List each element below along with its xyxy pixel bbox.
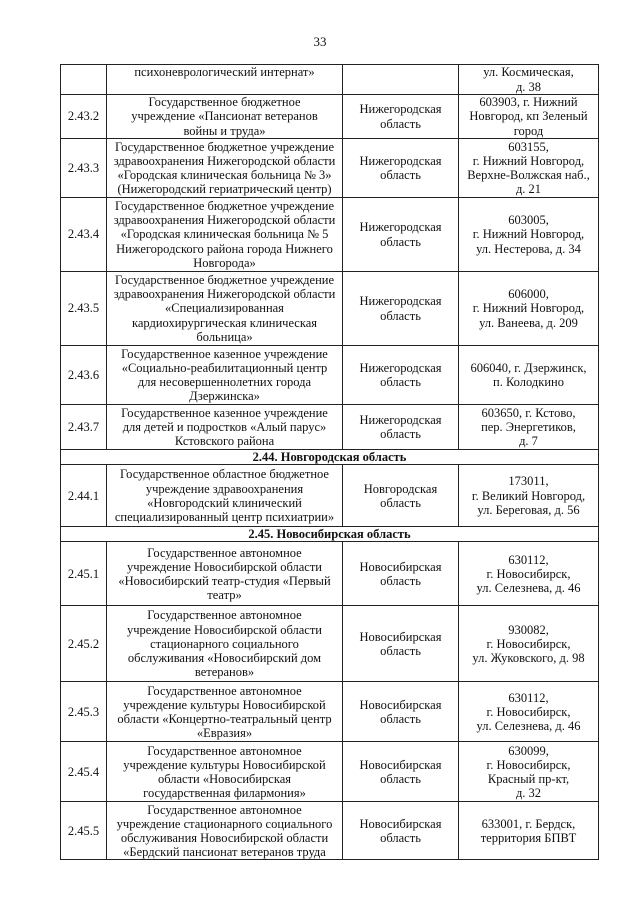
row-number-text: 2.43.6 [67, 367, 100, 382]
institution-cell [107, 139, 343, 198]
institution-cell [107, 346, 343, 405]
region-cell [343, 198, 459, 272]
address-cell [459, 65, 599, 95]
table-row [61, 542, 599, 606]
address-text: 633001, г. Бердск, территория БПВТ [480, 816, 577, 845]
section-heading: 2.45. Новосибирская область [61, 527, 599, 542]
institution-cell [107, 465, 343, 527]
address-text: 173011, г. Великий Новгород, ул. Береговая, д. 56 [471, 474, 586, 517]
institution-cell [107, 682, 343, 742]
institution-cell [107, 405, 343, 450]
institution-cell [107, 802, 343, 860]
region-text: Новгородская область [363, 481, 438, 510]
address-text: 603650, г. Кстово, пер. Энергетиков, д. 7 [481, 405, 576, 449]
region-cell [343, 272, 459, 346]
section-heading-row [61, 527, 599, 542]
institution-text: Государственное бюджетное учреждение здравоохранения Нижегородской области «Городская клиническая больница № 3» (Нижегородский гериатрический центр) [113, 139, 336, 197]
address-text: 603903, г. Нижний Новгород, кп Зеленый город [469, 95, 588, 138]
row-number-cell [61, 198, 107, 272]
table-row [61, 65, 599, 95]
region-cell [343, 606, 459, 682]
address-cell [459, 346, 599, 405]
table-row [61, 802, 599, 860]
row-number-cell [61, 542, 107, 606]
address-cell [459, 405, 599, 450]
row-number-text: 2.43.7 [67, 419, 100, 434]
institution-name: психоневрологический интернат» [134, 65, 315, 79]
region-text: Новосибирская область [359, 697, 442, 726]
address-cell [459, 682, 599, 742]
region-text: Новосибирская область [359, 816, 442, 845]
institution-text: Государственное автономное учреждение Новосибирской области стационарного социального обслуживания «Новосибирский дом ветеранов» [127, 608, 322, 680]
row-number-cell [61, 802, 107, 860]
section-heading: 2.44. Новгородская область [61, 450, 599, 465]
table-body [61, 65, 599, 860]
address-cell [459, 802, 599, 860]
region-cell [343, 465, 459, 527]
address-text: 630099, г. Новосибирск, Красный пр-кт, д. 32 [486, 743, 571, 801]
institution-text: Государственное бюджетное учреждение здравоохранения Нижегородской области «Специализированная кардиохирургическая клиническая больница» [113, 272, 336, 344]
institution-text: Государственное автономное учреждение культуры Новосибирской области «Новосибирская государственная филармония» [123, 743, 326, 801]
row-number-text: 2.44.1 [67, 488, 100, 503]
row-number-cell [61, 742, 107, 802]
region-cell [343, 65, 459, 95]
institution-text: Государственное автономное учреждение стационарного социального обслуживания Новосибирской области «Бердский пансионат ветеранов труда [116, 802, 333, 860]
table-row [61, 139, 599, 198]
address-cell [459, 606, 599, 682]
region-text: Нижегородская область [359, 360, 442, 389]
row-number-cell [61, 405, 107, 450]
institution-cell [107, 742, 343, 802]
region-cell [343, 95, 459, 139]
row-number-text: 2.43.5 [67, 301, 100, 316]
region-cell [343, 542, 459, 606]
institution-cell [107, 272, 343, 346]
address-text: 630112, г. Новосибирск, ул. Селезнева, д. 46 [476, 690, 581, 733]
region-cell [343, 346, 459, 405]
address-text: 603155, г. Нижний Новгород, Верхне-Волжская наб., д. 21 [467, 139, 590, 197]
table-row [61, 742, 599, 802]
row-number-text: 2.43.4 [67, 227, 100, 242]
table-row [61, 606, 599, 682]
address-text: ул. Космическая, д. 38 [483, 65, 574, 94]
institution-text: Государственное казенное учреждение «Социально-реабилитационный центр для несовершеннолетних города Дзержинска» [121, 346, 328, 404]
region-cell [343, 405, 459, 450]
row-number-text: 2.45.4 [67, 764, 100, 779]
address-text: 606040, г. Дзержинск, п. Колодкино [470, 360, 587, 389]
region-cell [343, 742, 459, 802]
institution-text: Государственное казенное учреждение для детей и подростков «Алый парус» Кстовского района [121, 405, 328, 449]
row-number-cell [61, 606, 107, 682]
region-text: Новосибирская область [359, 757, 442, 786]
address-cell [459, 542, 599, 606]
region-cell [343, 682, 459, 742]
row-number-cell [61, 682, 107, 742]
row-number-cell [61, 272, 107, 346]
address-text: 603005, г. Нижний Новгород, ул. Нестерова, д. 34 [472, 213, 585, 256]
row-number-text: 2.45.5 [67, 823, 100, 838]
address-cell [459, 139, 599, 198]
table-row [61, 272, 599, 346]
row-number-cell [61, 346, 107, 405]
region-text: Новосибирская область [359, 559, 442, 588]
region-cell [343, 802, 459, 860]
page-number: 33 [313, 34, 327, 49]
row-number-text: 2.43.2 [67, 109, 100, 124]
section-heading-row [61, 450, 599, 465]
institution-text: Государственное бюджетное учреждение здравоохранения Нижегородской области «Городская клиническая больница № 5 Нижегородского района города Нижнего Новгорода» [113, 198, 336, 270]
institution-text: Государственное областное бюджетное учреждение здравоохранения «Новгородский клинический специализированный центр психиатрии» [114, 467, 335, 524]
row-number-cell [61, 465, 107, 527]
address-cell [459, 465, 599, 527]
row-number-text: 2.45.2 [67, 636, 100, 651]
institutions-table [60, 64, 599, 860]
table-row [61, 346, 599, 405]
region-text: Нижегородская область [359, 153, 442, 182]
address-cell [459, 95, 599, 139]
row-number-text: 2.45.1 [67, 566, 100, 581]
address-text: 930082, г. Новосибирск, ул. Жуковского, д. 98 [472, 622, 585, 665]
table-row [61, 465, 599, 527]
address-cell [459, 742, 599, 802]
institution-cell [107, 542, 343, 606]
table-row [61, 198, 599, 272]
institution-cell [107, 95, 343, 139]
row-number-text: 2.45.3 [67, 704, 100, 719]
region-text: Нижегородская область [359, 220, 442, 249]
region-cell [343, 139, 459, 198]
row-number-cell [61, 65, 107, 95]
address-cell [459, 198, 599, 272]
institution-cell [107, 65, 343, 95]
address-text: 606000, г. Нижний Новгород, ул. Ванеева, д. 209 [472, 287, 585, 330]
address-cell [459, 272, 599, 346]
region-text: Нижегородская область [359, 412, 442, 441]
institution-text: Государственное бюджетное учреждение «Пансионат ветеранов войны и труда» [131, 95, 318, 138]
institution-text: Государственное автономное учреждение культуры Новосибирской области «Концертно-театральный центр «Евразия» [117, 683, 332, 741]
institution-cell [107, 198, 343, 272]
region-text: Нижегородская область [359, 102, 442, 131]
row-number-text: 2.43.3 [67, 160, 100, 175]
region-text: Нижегородская область [359, 294, 442, 323]
institution-text: Государственное автономное учреждение Новосибирской области «Новосибирский театр-студия «Первый театр» [118, 545, 331, 603]
table-row [61, 405, 599, 450]
address-text: 630112, г. Новосибирск, ул. Селезнева, д. 46 [476, 552, 581, 595]
table-row [61, 95, 599, 139]
row-number-cell [61, 95, 107, 139]
region-text: Новосибирская область [359, 629, 442, 658]
row-number-cell [61, 139, 107, 198]
institution-cell [107, 606, 343, 682]
table-row [61, 682, 599, 742]
